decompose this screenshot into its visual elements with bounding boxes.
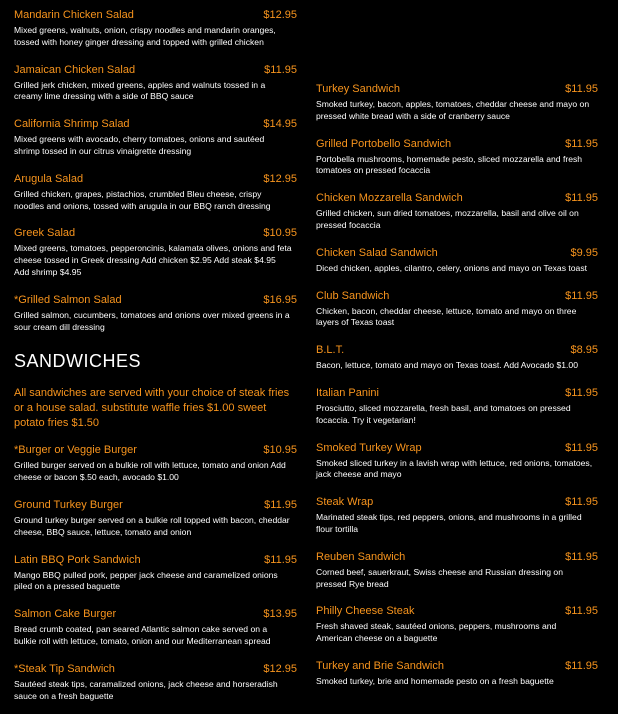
menu-item-description: Chicken, bacon, cheddar cheese, lettuce, tomato and mayo on three layers of Texas toast xyxy=(316,305,577,328)
menu-item xyxy=(316,287,598,330)
right-column xyxy=(316,80,598,700)
menu-item-name: California Shrimp Salad xyxy=(14,118,130,131)
menu-item-description: Marinated steak tips, red peppers, onions, and mushrooms in a grilled flour tortilla xyxy=(316,512,582,534)
menu-item-price: $10.95 xyxy=(263,444,297,457)
menu-item-header xyxy=(316,135,598,153)
menu-item-header xyxy=(316,189,598,207)
menu-item xyxy=(316,341,598,372)
menu-item-header xyxy=(14,551,296,569)
menu-item-header xyxy=(14,61,296,79)
menu-item-price: $11.95 xyxy=(565,659,598,672)
menu-item-description: Grilled burger served on a bulkie roll with lettuce, tomato and onion Add cheese or bacon $.50 each, avocado $1.00 xyxy=(14,460,286,483)
menu-item-price: $11.95 xyxy=(264,63,297,76)
menu-item-price: $11.95 xyxy=(565,83,598,95)
menu-item-name: Chicken Salad Sandwich xyxy=(316,246,438,259)
menu-item-header xyxy=(316,548,598,566)
menu-item xyxy=(14,224,296,278)
menu-item-description: Portobella mushrooms, homemade pesto, sliced mozzarella and fresh tomatoes on pressed focaccia xyxy=(316,153,583,176)
sandwiches-note: All sandwiches are served with your choice of steak fries or a house salad. substitute waffle fries $1.00 sweet potato fries $1.50 xyxy=(14,387,290,430)
salad-list xyxy=(14,6,296,333)
menu-item xyxy=(14,6,296,49)
menu-item-price: $14.95 xyxy=(263,118,297,131)
menu-item-name: Mandarin Chicken Salad xyxy=(14,9,134,21)
menu-item-price: $11.95 xyxy=(264,498,297,511)
menu-item xyxy=(14,605,296,648)
menu-item-name: Ground Turkey Burger xyxy=(14,498,123,511)
menu-item-header xyxy=(14,115,296,133)
menu-item-header xyxy=(316,493,598,511)
menu-item-name: Smoked Turkey Wrap xyxy=(316,441,422,454)
menu-item-name: Latin BBQ Pork Sandwich xyxy=(14,553,141,566)
menu-item-price: $8.95 xyxy=(570,344,598,357)
left-column xyxy=(14,6,296,714)
menu-item xyxy=(14,61,296,104)
menu-item-header xyxy=(14,660,296,678)
menu-item xyxy=(316,189,598,232)
menu-item-header xyxy=(14,170,296,188)
menu-item-description: Smoked turkey, brie and homemade pesto on a fresh baguette xyxy=(316,675,554,686)
menu-item xyxy=(14,291,296,334)
menu-item-header xyxy=(316,384,598,402)
menu-item-description: Mixed greens with avocado, cherry tomatoes, onions and sautéed shrimp tossed in our citrus vinaigrette dressing xyxy=(14,134,265,156)
menu-item-header xyxy=(14,496,296,514)
menu-item-price: $11.95 xyxy=(264,553,297,566)
menu-item-name: Italian Panini xyxy=(316,386,379,399)
menu-item-description: Grilled chicken, sun dried tomatoes, mozzarella, basil and olive oil on pressed focaccia xyxy=(316,208,579,230)
menu-item xyxy=(316,80,598,123)
menu-item-description: Diced chicken, apples, cilantro, celery, onions and mayo on Texas toast xyxy=(316,262,588,273)
menu-item-header xyxy=(316,80,598,98)
menu-item-header xyxy=(316,602,598,620)
menu-item-name: Turkey Sandwich xyxy=(316,83,400,95)
menu-item-description: Fresh shaved steak, sautéed onions, peppers, mushrooms and American cheese on a baguette xyxy=(316,621,557,644)
menu-item-description: Corned beef, sauerkraut, Swiss cheese and Russian dressing on pressed Rye bread xyxy=(316,566,563,589)
menu-item-name: Greek Salad xyxy=(14,227,76,240)
menu-item xyxy=(14,441,296,484)
menu-item-price: $11.95 xyxy=(565,289,598,302)
menu-item xyxy=(14,115,296,158)
menu-item-name: Arugula Salad xyxy=(14,172,84,185)
menu-item-name: *Grilled Salmon Salad xyxy=(14,293,122,306)
menu-item-description: Bacon, lettuce, tomato and mayo on Texas toast. Add Avocado $1.00 xyxy=(316,360,578,371)
menu-item-description: Bread crumb coated, pan seared Atlantic salmon cake served on a bulkie roll with lettuce, tomato, onion and our Mediterranean spread xyxy=(14,624,271,646)
menu-item-name: Reuben Sandwich xyxy=(316,550,406,563)
section-title-sandwiches: SANDWICHES xyxy=(14,351,142,372)
menu-item-header xyxy=(316,439,598,457)
menu-item-header xyxy=(316,244,598,262)
menu-item-name: Salmon Cake Burger xyxy=(14,608,117,621)
menu-item-description: Prosciutto, sliced mozzarella, fresh basil, and tomatoes on pressed focaccia. Try it vegetarian! xyxy=(316,402,571,425)
menu-item xyxy=(316,548,598,591)
menu-item xyxy=(14,170,296,213)
menu-item xyxy=(14,551,296,594)
menu-item-name: Chicken Mozzarella Sandwich xyxy=(316,192,463,205)
menu-item-name: Grilled Portobello Sandwich xyxy=(316,137,452,150)
menu-item xyxy=(14,660,296,703)
menu-item-name: *Burger or Veggie Burger xyxy=(14,444,137,457)
menu-item-header xyxy=(14,605,296,623)
menu-item-price: $11.95 xyxy=(565,386,598,399)
menu-item-description: Grilled jerk chicken, mixed greens, apples and walnuts tossed in a creamy lime dressing with a side of BBQ sauce xyxy=(14,79,266,102)
menu-item-price: $12.95 xyxy=(263,662,297,675)
menu-item-price: $9.95 xyxy=(570,246,598,259)
menu-item-name: Club Sandwich xyxy=(316,289,390,302)
menu-item-description: Grilled salmon, cucumbers, tomatoes and onions over mixed greens in a sour cream dill dressing xyxy=(14,309,290,332)
menu-item-description: Grilled chicken, grapes, pistachios, crumbled Bleu cheese, crispy noodles and onions, tossed with arugula in our BBQ ranch dressing xyxy=(14,188,271,211)
menu-item-price: $11.95 xyxy=(565,192,598,205)
menu-item-price: $12.95 xyxy=(263,172,297,185)
menu-item xyxy=(316,439,598,482)
menu-item xyxy=(316,657,598,688)
menu-item-header xyxy=(14,441,296,459)
menu-item-description: Ground turkey burger served on a bulkie roll topped with bacon, cheddar cheese, BBQ sauce, lettuce, tomato and onion xyxy=(14,514,290,537)
menu-item-description: Mango BBQ pulled pork, pepper jack cheese and caramelized onions piled on a pressed baguette xyxy=(14,569,278,592)
menu-item-header xyxy=(14,224,296,242)
menu-item-description: Smoked sliced turkey in a lavish wrap with lettuce, red onions, tomatoes, jack cheese and mayo xyxy=(316,457,593,480)
menu-item-name: B.L.T. xyxy=(316,344,345,357)
menu-item-price: $11.95 xyxy=(565,605,598,618)
menu-item-price: $10.95 xyxy=(263,227,297,240)
menu-item xyxy=(316,244,598,275)
menu-item-description: Mixed greens, tomatoes, pepperoncinis, kalamata olives, onions and feta cheese tossed in Greek dressing Add chicken $2.95 Add steak $4.95 Add shrimp $4.95 xyxy=(14,243,292,277)
menu-item xyxy=(316,493,598,536)
menu-item-name: Steak Wrap xyxy=(316,496,374,509)
menu-item xyxy=(316,135,598,178)
menu-item-name: Turkey and Brie Sandwich xyxy=(316,659,444,672)
sandwich-list-left xyxy=(14,441,296,702)
menu-item-name: Jamaican Chicken Salad xyxy=(14,63,136,76)
menu-item-header xyxy=(316,341,598,359)
menu-item xyxy=(14,496,296,539)
menu-item-description: Sautéed steak tips, caramalized onions, jack cheese and horseradish sauce on a fresh baguette xyxy=(14,678,278,701)
menu-item-price: $11.95 xyxy=(565,496,598,509)
menu-item xyxy=(316,384,598,427)
menu-item-header xyxy=(316,657,598,675)
menu-item-price: $12.95 xyxy=(263,9,297,21)
menu-item-price: $13.95 xyxy=(263,608,297,621)
menu-item-name: *Steak Tip Sandwich xyxy=(14,662,115,675)
menu-item-price: $16.95 xyxy=(263,293,297,306)
menu-item-price: $11.95 xyxy=(565,550,598,563)
menu-item-price: $11.95 xyxy=(565,441,598,454)
menu-item-description: Smoked turkey, bacon, apples, tomatoes, cheddar cheese and mayo on pressed white bread with a side of cranberry sauce xyxy=(316,99,590,121)
menu-item-header xyxy=(316,287,598,305)
menu-item xyxy=(316,602,598,645)
menu-item-header xyxy=(14,291,296,309)
menu-item-header xyxy=(14,6,296,24)
menu-item-price: $11.95 xyxy=(565,137,598,150)
menu-item-name: Philly Cheese Steak xyxy=(316,605,415,618)
sandwich-list-right xyxy=(316,80,598,688)
menu-item-description: Mixed greens, walnuts, onion, crispy noodles and mandarin oranges, tossed with honey ginger dressing and topped with grilled chicken xyxy=(14,25,276,47)
